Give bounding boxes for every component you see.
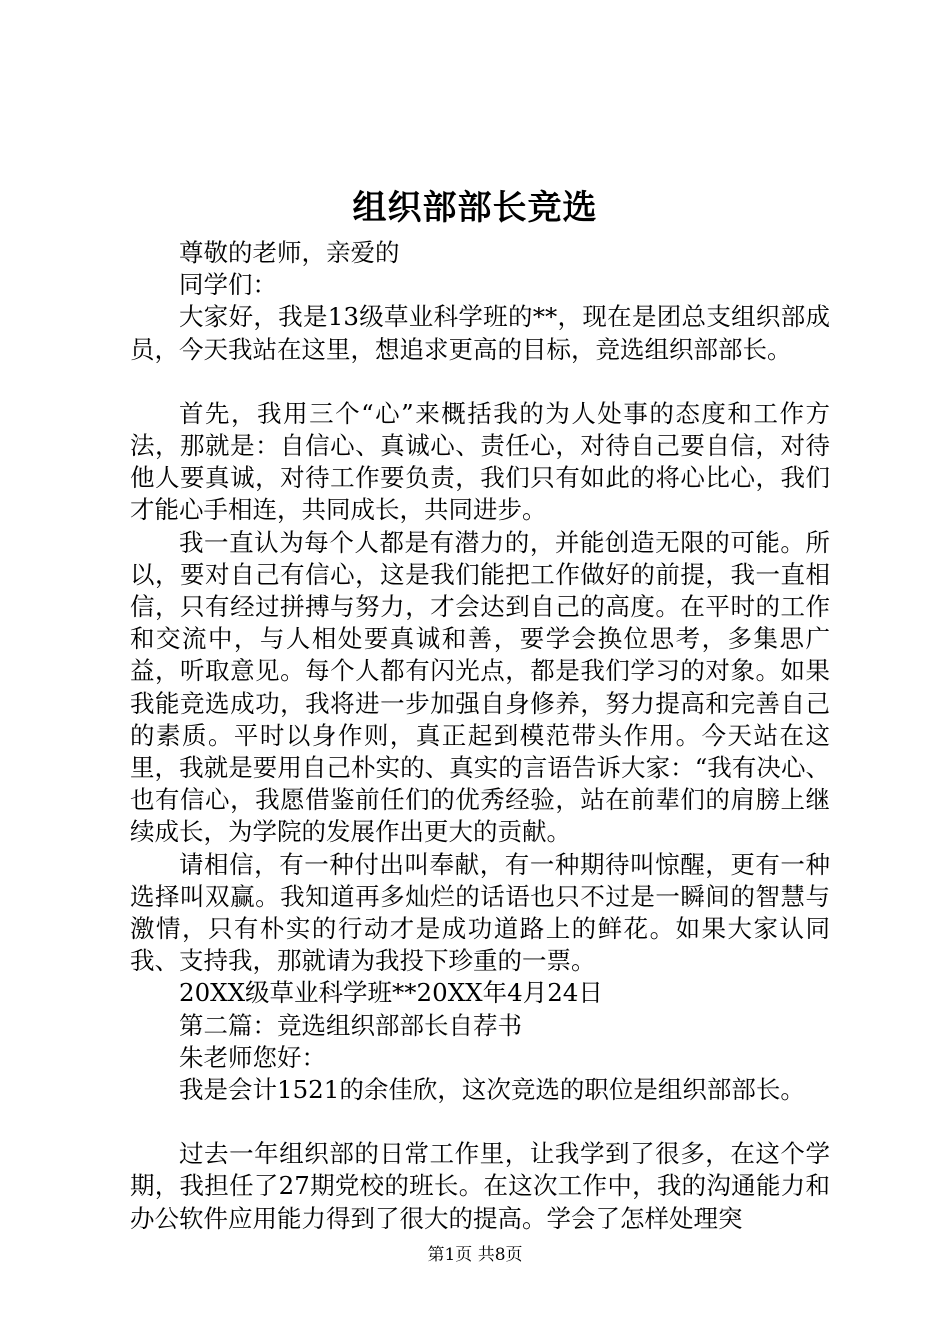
blank-line <box>130 1106 830 1138</box>
paragraph: 大家好，我是13级草业科学班的**，现在是团总支组织部成员，今天我站在这里，想追求更高的目标，竞选组织部部长。 <box>130 302 830 364</box>
signature-line: 20XX级草业科学班**20XX年4月24日 <box>179 978 603 1008</box>
paragraph: 我一直认为每个人都是有潜力的，并能创造无限的可能。所以，要对自己有信心，这是我们能把工作做好的前提，我一直相信，只有经过拼搏与努力，才会达到自己的高度。在平时的工作和交流中，与人相处要真诚和善，要学会换位思考，多集思广益，听取意见。每个人都有闪光点，都是我们学习的对象。如果我能竞选成功，我将进一步加强自身修养，努力提高和完善自己的素质。平时以身作则，真正起到模范带头作用。今天站在这里，我就是要用自己朴实的、真实的言语告诉大家：“我有决心、也有信心，我愿借鉴前任们的优秀经验，站在前辈们的肩膀上继续成长，为学院的发展作出更大的贡献。 <box>130 527 830 847</box>
section-title: 第二篇：竞选组织部部长自荐书 <box>179 1010 522 1040</box>
salutation-line: 同学们： <box>179 270 277 300</box>
salutation-line: 尊敬的老师，亲爱的 <box>179 238 400 267</box>
paragraph: 过去一年组织部的日常工作里，让我学到了很多，在这个学期，我担任了27期党校的班长。在这次工作中，我的沟通能力和办公软件应用能力得到了很大的提高。学会了怎样处理突 <box>130 1139 830 1233</box>
blank-line <box>130 366 830 398</box>
page-footer: 第1页 共8页 <box>427 1245 523 1265</box>
paragraph: 请相信，有一种付出叫奉献，有一种期待叫惊醒，更有一种选择叫双赢。我知道再多灿烂的话语也只不过是一瞬间的智慧与激情，只有朴实的行动才是成功道路上的鲜花。如果大家认同我、支持我，那就请为我投下珍重的一票。 <box>130 849 830 976</box>
paragraph: 首先，我用三个“心”来概括我的为人处事的态度和工作方法，那就是：自信心、真诚心、责任心，对待自己要自信，对待他人要真诚，对待工作要负责，我们只有如此的将心比心，我们才能心手相连，共同成长，共同进步。 <box>130 398 830 525</box>
greeting-line: 朱老师您好： <box>179 1042 326 1072</box>
document-title: 组织部部长竞选 <box>352 188 598 228</box>
intro-line: 我是会计1521的余佳欣，这次竞选的职位是组织部部长。 <box>179 1075 805 1105</box>
document-body <box>130 237 830 1235</box>
